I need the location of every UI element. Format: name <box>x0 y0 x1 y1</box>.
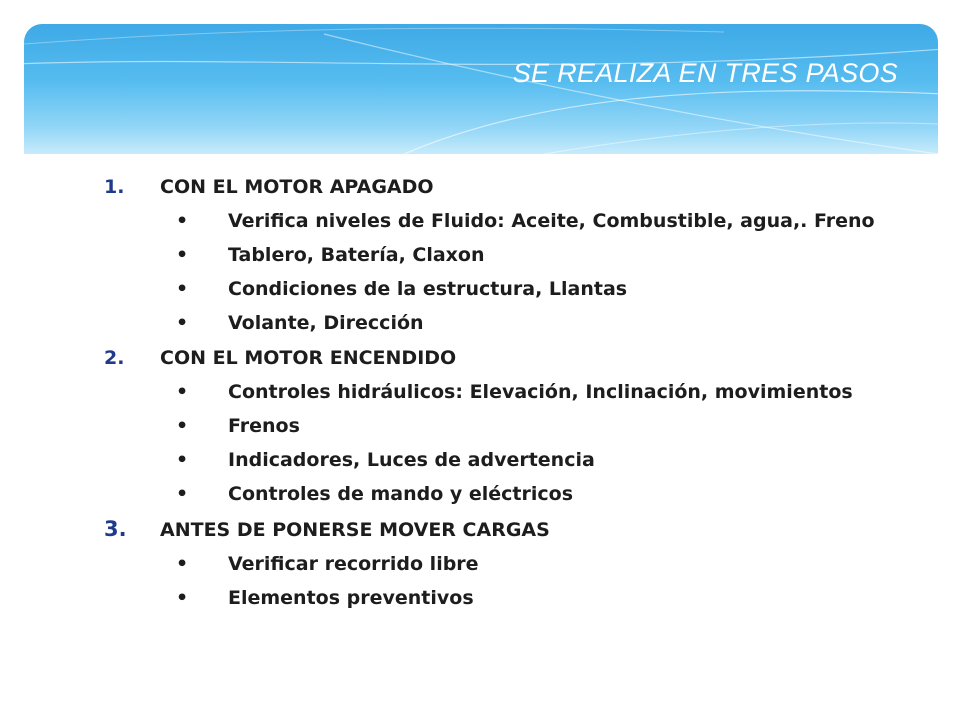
list-item-text: Condiciones de la estructura, Llantas <box>228 278 628 300</box>
step-heading: CON EL MOTOR APAGADO <box>160 176 434 198</box>
list-item <box>176 279 948 299</box>
bullet-dot-icon: • <box>176 483 189 505</box>
step-heading: ANTES DE PONERSE MOVER CARGAS <box>160 519 550 541</box>
list-item-text: Controles de mando y eléctricos <box>228 483 574 505</box>
list-item-text: Verifica niveles de Fluido: Aceite, Combustible, agua,. Freno <box>228 210 875 232</box>
list-item <box>176 382 948 402</box>
bullet-dot-icon: • <box>176 553 189 575</box>
page-title: SE REALIZA EN TRES PASOS <box>512 58 898 88</box>
list-item <box>176 245 948 265</box>
list-item-text: Volante, Dirección <box>228 312 424 334</box>
step-number: 2. <box>104 347 125 369</box>
list-item <box>176 313 948 333</box>
bullet-dot-icon: • <box>176 278 189 300</box>
bullet-dot-icon: • <box>176 244 189 266</box>
step-2 <box>104 347 950 370</box>
step-1 <box>104 176 950 199</box>
list-item-text: Controles hidráulicos: Elevación, Inclinación, movimientos <box>228 381 853 403</box>
step-heading: CON EL MOTOR ENCENDIDO <box>160 347 457 369</box>
list-item <box>176 211 948 231</box>
bullet-dot-icon: • <box>176 587 189 609</box>
list-item <box>176 416 948 436</box>
step-number: 1. <box>104 176 125 198</box>
step-number: 3. <box>104 517 127 541</box>
list-item-text: Elementos preventivos <box>228 587 474 609</box>
bullet-dot-icon: • <box>176 415 189 437</box>
steps-list <box>104 176 950 622</box>
bullet-dot-icon: • <box>176 381 189 403</box>
list-item <box>176 484 948 504</box>
bullet-dot-icon: • <box>176 449 189 471</box>
bullet-dot-icon: • <box>176 210 189 232</box>
list-item-text: Verificar recorrido libre <box>228 553 479 575</box>
list-item-text: Tablero, Batería, Claxon <box>228 244 485 266</box>
list-item <box>176 450 948 470</box>
title-banner <box>24 24 938 154</box>
list-item <box>176 588 948 608</box>
bullet-dot-icon: • <box>176 312 189 334</box>
list-item-text: Frenos <box>228 415 300 437</box>
list-item <box>176 554 948 574</box>
step-3 <box>104 518 950 542</box>
banner-wave-lines <box>24 24 938 154</box>
list-item-text: Indicadores, Luces de advertencia <box>228 449 595 471</box>
